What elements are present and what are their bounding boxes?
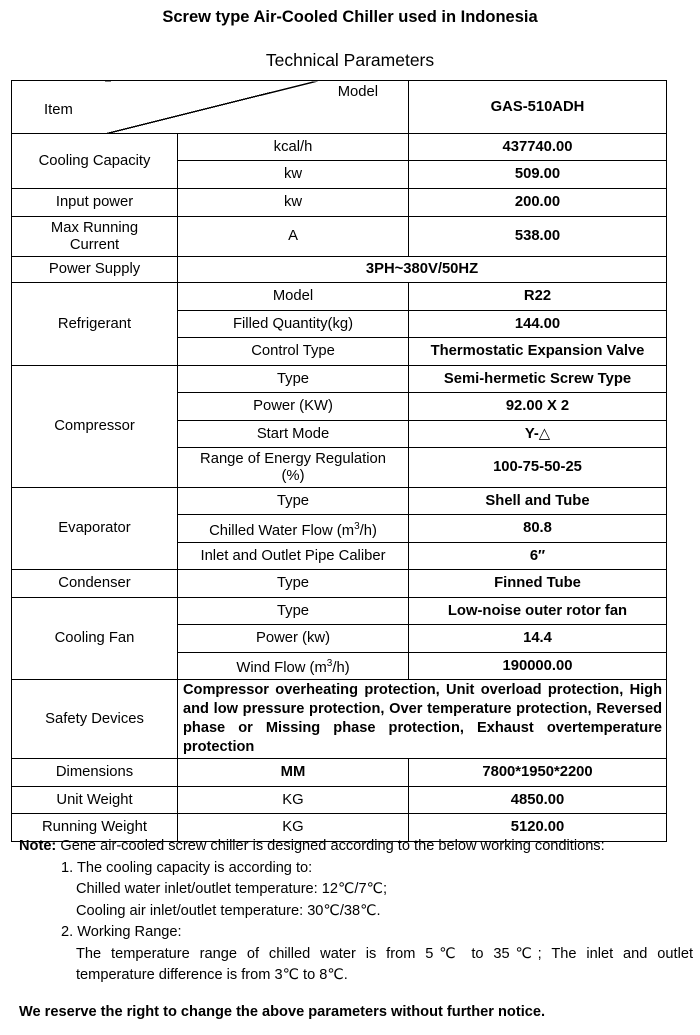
notes-lead: Note: (19, 838, 57, 854)
table-row (12, 759, 667, 787)
row-label-unit-weight: Unit Weight (12, 787, 178, 814)
row-label-power-supply: Power Supply (12, 257, 178, 283)
notes-intro-text: Gene air-cooled screw chiller is designed according to the below working conditions: (56, 838, 605, 854)
value-cell: Semi-hermetic Screw Type (409, 366, 667, 393)
unit-cell: KG (178, 787, 409, 814)
row-label-input-power: Input power (12, 189, 178, 217)
header-diagonal-cell (12, 81, 409, 134)
table-header-row (12, 81, 667, 134)
wind-label-unit: /h) (332, 659, 350, 676)
model-value: GAS-510ADH (409, 81, 667, 134)
unit-cell: A (178, 217, 409, 257)
table-row (12, 680, 667, 759)
flow-label-unit: /h) (359, 522, 377, 539)
flow-label-text: Chilled Water Flow (m (209, 522, 355, 539)
value-cell: Thermostatic Expansion Valve (409, 338, 667, 366)
row-label-running-weight: Running Weight (12, 814, 178, 842)
table-row (12, 366, 667, 393)
value-cell: 7800*1950*2200 (409, 759, 667, 787)
param-cell: Power (KW) (178, 393, 409, 421)
table-row (12, 570, 667, 598)
row-label-compressor: Compressor (12, 366, 178, 488)
footer-disclaimer: We reserve the right to change the above parameters without further notice. (19, 1004, 546, 1020)
value-cell: 509.00 (409, 161, 667, 189)
wind-label-text: Wind Flow (m (236, 659, 327, 676)
row-label-refrigerant: Refrigerant (12, 283, 178, 366)
param-cell: Power (kw) (178, 625, 409, 653)
row-label-evaporator: Evaporator (12, 488, 178, 570)
param-cell: Inlet and Outlet Pipe Caliber (178, 543, 409, 570)
value-cell: Shell and Tube (409, 488, 667, 515)
unit-cell: kw (178, 161, 409, 189)
row-label-safety-devices: Safety Devices (12, 680, 178, 759)
notes-item-1b: Cooling air inlet/outlet temperature: 30℃/38℃. (76, 902, 381, 919)
table-row (12, 189, 667, 217)
notes-intro (19, 836, 693, 858)
unit-cell: kw (178, 189, 409, 217)
param-cell (178, 515, 409, 543)
value-cell: 92.00 X 2 (409, 393, 667, 421)
value-cell: Finned Tube (409, 570, 667, 598)
document-subtitle: Technical Parameters (265, 50, 435, 70)
param-cell: Start Mode (178, 421, 409, 448)
row-label-condenser: Condenser (12, 570, 178, 598)
row-label-max-running-current: Max Running Current (12, 217, 178, 257)
table-row (12, 134, 667, 161)
value-cell: Y-△ (409, 421, 667, 448)
notes-item-1: 1. The cooling capacity is according to: (61, 859, 313, 876)
notes-item-2: 2. Working Range: (61, 924, 182, 940)
value-cell: 144.00 (409, 311, 667, 338)
table-row (12, 283, 667, 311)
value-cell: 80.8 (409, 515, 667, 543)
value-cell: 4850.00 (409, 787, 667, 814)
notes-item-2b: temperature difference is from 3℃ to 8℃. (76, 967, 348, 983)
superscript: 3 (326, 658, 333, 670)
value-cell: 6″ (409, 543, 667, 570)
param-cell: Type (178, 366, 409, 393)
notes-item-2a: The temperature range of chilled water is from 5℃ to 35℃; The inlet and outlet (76, 945, 693, 962)
param-cell: Control Type (178, 338, 409, 366)
table-row (12, 598, 667, 625)
notes-item-1a: Chilled water inlet/outlet temperature: 12℃/7℃; (76, 881, 388, 897)
param-cell: Type (178, 488, 409, 515)
value-cell: 200.00 (409, 189, 667, 217)
row-label-cooling-capacity: Cooling Capacity (12, 134, 178, 189)
value-cell: 5120.00 (409, 814, 667, 842)
value-cell: 14.4 (409, 625, 667, 653)
table-row (12, 787, 667, 814)
header-model-label: Model (337, 84, 378, 100)
spec-table (11, 80, 667, 842)
param-cell: Type (178, 598, 409, 625)
unit-cell: KG (178, 814, 409, 842)
value-cell: Low-noise outer rotor fan (409, 598, 667, 625)
table-row (12, 217, 667, 257)
document-title: Screw type Air-Cooled Chiller used in Indonesia (162, 8, 538, 26)
unit-cell: kcal/h (178, 134, 409, 161)
notes-section (19, 836, 693, 987)
value-cell: 437740.00 (409, 134, 667, 161)
value-cell: R22 (409, 283, 667, 311)
param-cell: Type (178, 570, 409, 598)
safety-devices-value: Compressor overheating protection, Unit overload protection, High and low pressure protection, Over temperature protection, Reversed phase or Missing phase protection, Exhaust overtemperature protection (178, 680, 667, 759)
value-cell: 190000.00 (409, 653, 667, 680)
param-cell: Model (178, 283, 409, 311)
param-cell: Filled Quantity(kg) (178, 311, 409, 338)
table-row (12, 488, 667, 515)
header-item-label: Item (44, 102, 73, 118)
unit-cell: MM (178, 759, 409, 787)
row-label-cooling-fan: Cooling Fan (12, 598, 178, 680)
row-label-dimensions: Dimensions (12, 759, 178, 787)
param-cell: Range of Energy Regulation (%) (178, 448, 409, 488)
superscript: 3 (354, 520, 360, 532)
table-row (12, 257, 667, 283)
param-cell (178, 653, 409, 680)
value-cell: 538.00 (409, 217, 667, 257)
power-supply-value: 3PH~380V/50HZ (178, 257, 667, 283)
value-cell: 100-75-50-25 (409, 448, 667, 488)
